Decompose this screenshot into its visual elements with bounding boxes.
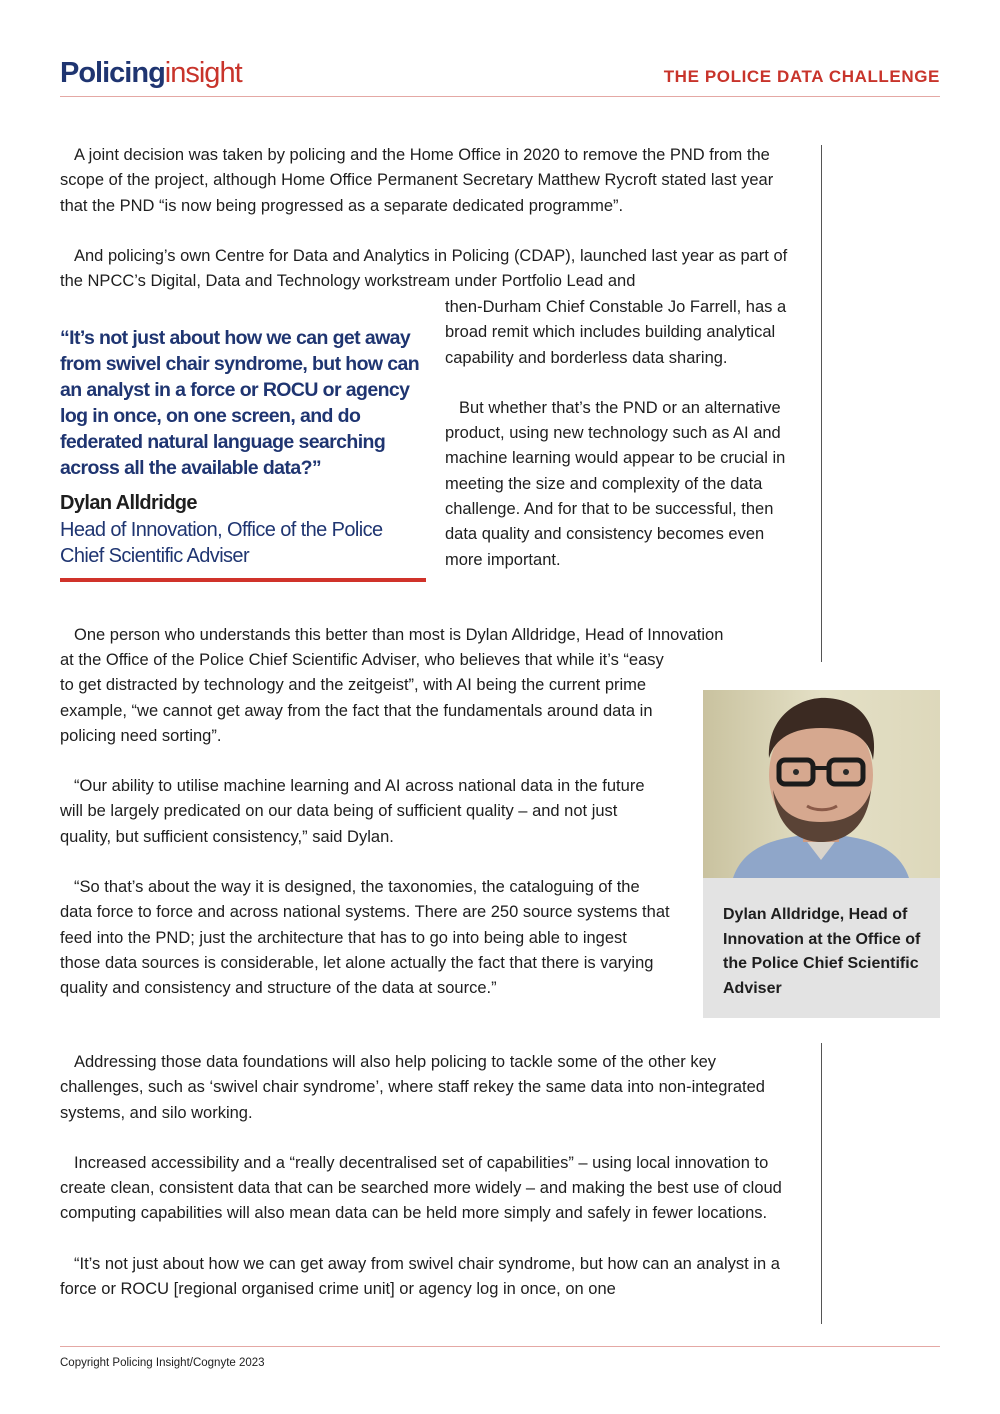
logo-part-policing: Policing [60, 57, 165, 89]
article-block-4 [60, 648, 670, 1002]
column-divider-top [821, 145, 822, 662]
article-block-2 [445, 295, 800, 573]
paragraph: then-Durham Chief Constable Jo Farrell, has a broad remit which includes building analytical capability and borderless data sharing. [445, 298, 787, 367]
paragraph: One person who understands this better than most is Dylan Alldridge, Head of Innovation [74, 626, 724, 644]
paragraph: And policing’s own Centre for Data and Analytics in Policing (CDAP), launched last year as part of the NPCC’s Digital, Data and Technology workstream under Portfolio Lead and [60, 246, 788, 291]
paragraph: A joint decision was taken by policing and the Home Office in 2020 to remove the PND from the scope of the project, although Home Office Permanent Secretary Matthew Rycroft stated last year that the PND “is now being progressed as a separate dedicated programme”. [60, 146, 774, 215]
paragraph: But whether that’s the PND or an alternative product, using new technology such as AI and machine learning would appear to be crucial in meeting the size and complexity of the data challenge. And for that to be successful, then data quality and consistency becomes even more important. [445, 398, 786, 569]
article-block-5 [60, 1050, 800, 1302]
photo-card [703, 690, 940, 1018]
portrait-photo [703, 690, 940, 878]
footer-copyright: Copyright Policing Insight/Cognyte 2023 [60, 1357, 265, 1369]
pull-quote-role: Head of Innovation, Office of the Police Chief Scientific Adviser [60, 519, 383, 567]
logo-part-insight: insight [164, 57, 242, 89]
article-block-3 [60, 623, 820, 648]
portrait-image [703, 690, 940, 878]
paragraph: “So that’s about the way it is designed, the taxonomies, the cataloguing of the data force to force and across national systems. There are 250 source systems that feed into the PND; just the architecture that has to go into being able to ingest those data sources is considerable, let alone actually the fact that there is varying quality and consistency and structure of the data at source.” [60, 878, 670, 998]
pull-quote-bar [60, 578, 426, 582]
column-divider-bottom [821, 1043, 822, 1324]
header-divider [60, 96, 940, 97]
photo-caption: Dylan Alldridge, Head of Innovation at the Office of the Police Chief Scientific Adviser [723, 906, 921, 997]
article-block-1 [60, 143, 805, 294]
paragraph: “It’s not just about how we can get away from swivel chair syndrome, but how can an analyst in a force or ROCU [regional organised crime unit] or agency log in once, on one [60, 1254, 780, 1299]
paragraph: “Our ability to utilise machine learning and AI across national data in the future will be largely predicated on our data being of sufficient quality – and not just quality, but sufficient consistency,” said Dylan. [60, 777, 645, 846]
pull-quote-name: Dylan Alldridge [60, 492, 197, 514]
section-title: THE POLICE DATA CHALLENGE [663, 67, 940, 86]
footer-divider [60, 1346, 940, 1347]
policing-insight-logo [60, 57, 242, 90]
pull-quote: “It’s not just about how we can get away from swivel chair syndrome, but how can an analyst in a force or ROCU or agency log in once, on one screen, and do federated natural language searching across all the available data?” [60, 327, 420, 479]
paragraph: at the Office of the Police Chief Scientific Adviser, who believes that while it’s “easy to get distracted by technology and the zeitgeist”, with AI being the current prime example, “we cannot get away from the fact that the fundamentals around data in policing need sorting”. [60, 651, 664, 745]
paragraph: Increased accessibility and a “really decentralised set of capabilities” – using local innovation to create clean, consistent data that can be searched more widely – and making the best use of cloud computing capabilities will also mean data can be held more simply and safely in fewer locations. [60, 1153, 782, 1223]
paragraph: Addressing those data foundations will also help policing to tackle some of the other key challenges, such as ‘swivel chair syndrome’, where staff rekey the same data into non-integrated systems, and silo working. [60, 1053, 765, 1122]
